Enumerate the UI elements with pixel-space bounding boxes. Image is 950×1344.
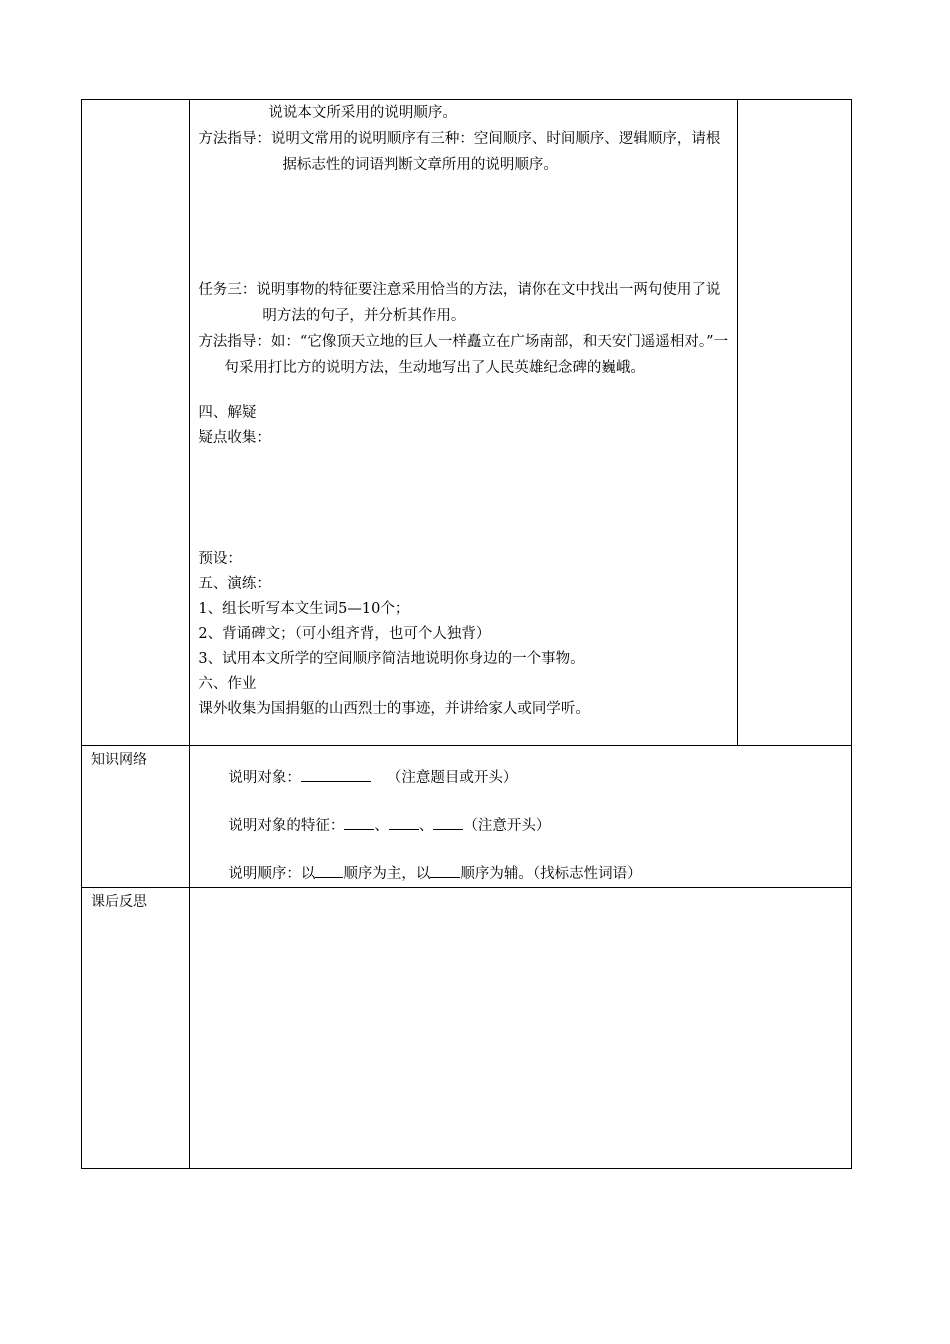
lesson-plan-table (81, 99, 852, 1169)
study-row (82, 100, 852, 746)
order-blank-aux (430, 863, 460, 878)
study-content-cell (190, 100, 737, 746)
network-label-cell (82, 746, 190, 888)
feature-blank-2 (389, 815, 419, 830)
spacer (190, 381, 736, 401)
network-label: 知识网络 (91, 752, 147, 768)
features-sep-2: 、 (418, 818, 434, 834)
object-prefix: 说明对象： (228, 770, 301, 786)
order-prompt: 说说本文所采用的说明顺序。 (268, 105, 457, 121)
section-four-heading: 四、解疑 (198, 405, 257, 421)
reflection-label-cell (82, 888, 190, 1169)
task-three: 任务三：说明事物的特征要注意采用恰当的方法，请你在文中找出一两句使用了说明方法的句子，并分析其作用。 (198, 282, 721, 324)
order-mid: 顺序为主，以 (343, 866, 431, 882)
drill-item-1: 1、组长听写本文生词5—10个； (198, 601, 410, 617)
feature-blank-1 (344, 815, 374, 830)
object-note: （注意题目或开头） (386, 770, 518, 786)
method-guide-2: 方法指导：如：“它像顶天立地的巨人一样矗立在广场南部，和天安门遥遥相对。”一句采用打比方的说明方法，生动地写出了人民英雄纪念碑的巍峨。 (198, 334, 728, 376)
method-guide-1: 方法指导：说明文常用的说明顺序有三种：空间顺序、时间顺序、逻辑顺序，请根据标志性的词语判断文章所用的说明顺序。 (198, 131, 721, 173)
order-line (190, 862, 851, 886)
order-suffix: 顺序为辅。（找标志性词语） (460, 866, 642, 882)
features-prefix: 说明对象的特征： (228, 818, 345, 834)
drill-item-3: 3、试用本文所学的空间顺序简洁地说明你身边的一个事物。 (198, 651, 585, 667)
network-row (82, 746, 852, 888)
reflection-row (82, 888, 852, 1169)
order-prefix: 说明顺序：以 (228, 866, 316, 882)
section-five-heading: 五、演练： (198, 576, 271, 592)
features-sep-1: 、 (374, 818, 389, 834)
features-note: （注意开头） (463, 818, 551, 834)
reflection-content-cell (190, 888, 852, 1169)
reflection-label: 课后反思 (91, 894, 147, 910)
drill-item-2: 2、背诵碑文；（可小组齐背，也可个人独背） (198, 626, 491, 642)
doubts-collection: 疑点收集： (198, 430, 271, 446)
object-line (190, 766, 851, 790)
section-six-heading: 六、作业 (198, 676, 257, 692)
homework-text: 课外收集为国捐躯的山西烈士的事迹，并讲给家人或同学听。 (198, 701, 590, 717)
doubts-space (190, 451, 736, 547)
study-label-cell (82, 100, 190, 746)
object-blank (301, 767, 371, 782)
order-blank-main (315, 863, 343, 878)
network-content-cell (190, 746, 852, 888)
preset-label: 预设： (198, 551, 242, 567)
answer-space-1 (190, 178, 736, 277)
features-line (190, 814, 851, 838)
study-notes-cell (737, 100, 851, 746)
feature-blank-3 (433, 815, 463, 830)
